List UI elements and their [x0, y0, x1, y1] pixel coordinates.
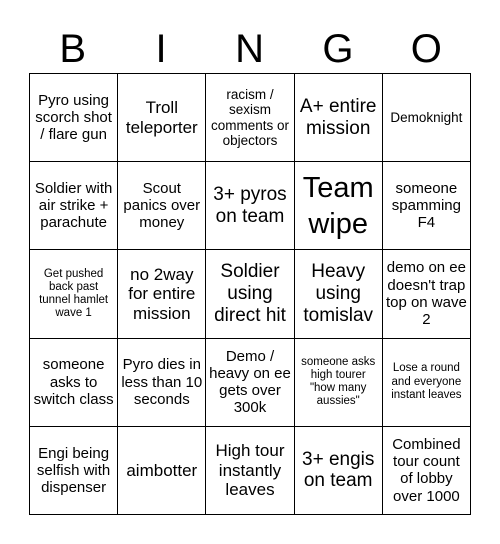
header-letter-o: O	[410, 27, 443, 71]
bingo-cell[interactable]: someone asks to switch class	[30, 339, 118, 427]
bingo-cell[interactable]: aimbotter	[118, 427, 206, 515]
bingo-cell[interactable]: High tour instantly leaves	[206, 427, 294, 515]
bingo-header	[29, 24, 471, 74]
bingo-cell[interactable]: Demo / heavy on ee gets over 300k	[206, 339, 294, 427]
bingo-cell[interactable]: Pyro dies in less than 10 seconds	[118, 339, 206, 427]
bingo-cell[interactable]: Combined tour count of lobby over 1000	[383, 427, 471, 515]
bingo-cell[interactable]: no 2way for entire mission	[118, 250, 206, 338]
bingo-cell[interactable]: 3+ pyros on team	[206, 162, 294, 250]
header-letter-i: I	[155, 27, 168, 71]
bingo-cell[interactable]: Pyro using scorch shot / flare gun	[30, 74, 118, 162]
bingo-cell[interactable]: Troll teleporter	[118, 74, 206, 162]
bingo-cell[interactable]: someone spamming F4	[383, 162, 471, 250]
bingo-cell[interactable]: demo on ee doesn't trap top on wave 2	[383, 250, 471, 338]
bingo-cell[interactable]: Get pushed back past tunnel hamlet wave 1	[30, 250, 118, 338]
bingo-cell[interactable]: someone asks high tourer "how many aussies"	[295, 339, 383, 427]
bingo-cell[interactable]: Engi being selfish with dispenser	[30, 427, 118, 515]
header-letter-b: B	[59, 27, 88, 71]
bingo-grid	[29, 73, 471, 515]
bingo-cell[interactable]: Demoknight	[383, 74, 471, 162]
header-letter-g: G	[322, 27, 355, 71]
header-letter-n: N	[235, 27, 265, 71]
bingo-cell[interactable]: Heavy using tomislav	[295, 250, 383, 338]
bingo-cell[interactable]: A+ entire mission	[295, 74, 383, 162]
bingo-cell[interactable]: Scout panics over money	[118, 162, 206, 250]
bingo-cell[interactable]: Soldier using direct hit	[206, 250, 294, 338]
bingo-cell[interactable]: 3+ engis on team	[295, 427, 383, 515]
bingo-cell[interactable]: Team wipe	[295, 162, 383, 250]
bingo-cell[interactable]: racism / sexism comments or objectors	[206, 74, 294, 162]
bingo-cell[interactable]: Lose a round and everyone instant leaves	[383, 339, 471, 427]
bingo-cell[interactable]: Soldier with air strike + parachute	[30, 162, 118, 250]
